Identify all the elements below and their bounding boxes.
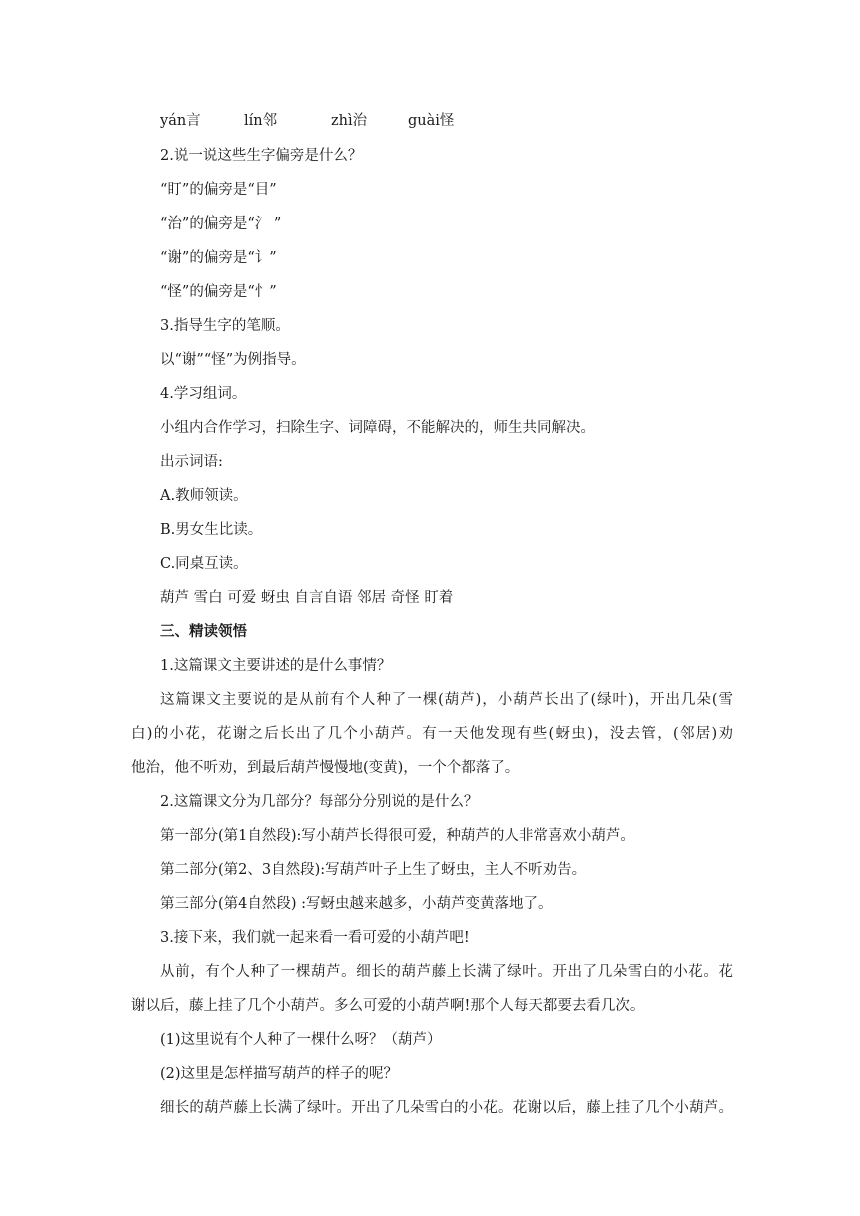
passage-line-1: 从前，有个人种了一棵葫芦。细长的葫芦藤上长满了绿叶。开出了几朵雪白的小花。花	[160, 964, 733, 980]
question-main-idea: 1.这篇课文主要讲述的是什么事情？	[160, 658, 392, 674]
part-two: 第二部分(第2、3自然段):写葫芦叶子上生了蚜虫，主人不听劝告。	[160, 862, 587, 878]
part-three: 第三部分(第4自然段) :写蚜虫越来越多，小葫芦变黄落地了。	[160, 896, 553, 912]
summary-line-1: 这篇课文主要说的是从前有个人种了一棵(葫芦)，小葫芦长出了(绿叶)，开出几朵(雪	[160, 692, 733, 708]
word-study-heading: 4.学习组词。	[160, 386, 247, 402]
summary-line-3: 他治，他不听劝，到最后葫芦慢慢地(变黄)，一个个都落了。	[131, 760, 520, 776]
part-one: 第一部分(第1自然段):写小葫芦长得很可爱，种葫芦的人非常喜欢小葫芦。	[160, 828, 635, 844]
transition-text: 3.接下来，我们就一起来看一看可爱的小葫芦吧!	[160, 930, 470, 946]
section-heading-close-reading: 三、精读领悟	[160, 623, 247, 640]
pinyin-guai: guài怪	[408, 113, 455, 129]
radical-ding: “盯”的偏旁是“目”	[160, 182, 277, 198]
sub-question-1: (1)这里说有个人种了一棵什么呀？（葫芦）	[160, 1032, 442, 1048]
word-list: 葫芦 雪白 可爱 蚜虫 自言自语 邻居 奇怪 盯着	[160, 590, 454, 606]
passage-line-2: 谢以后，藤上挂了几个小葫芦。多么可爱的小葫芦啊!那个人每天都要去看几次。	[131, 998, 645, 1014]
stroke-order-heading: 3.指导生字的笔顺。	[160, 318, 290, 334]
question-radicals: 2.说一说这些生字偏旁是什么？	[160, 148, 363, 164]
pinyin-zhi: zhì治	[331, 113, 368, 129]
description-quote: 细长的葫芦藤上长满了绿叶。开出了几朵雪白的小花。花谢以后，藤上挂了几个小葫芦。	[160, 1100, 733, 1116]
step-a: A.教师领读。	[160, 488, 248, 504]
group-study-text: 小组内合作学习，扫除生字、词障碍，不能解决的，师生共同解决。	[160, 420, 595, 436]
show-words-label: 出示词语:	[160, 454, 223, 470]
stroke-order-example: 以“谢”“怪”为例指导。	[160, 352, 306, 368]
radical-guai: “怪”的偏旁是“忄”	[160, 284, 277, 300]
step-c: C.同桌互读。	[160, 556, 248, 572]
radical-zhi: “治”的偏旁是“氵 ”	[160, 216, 282, 232]
step-b: B.男女生比读。	[160, 522, 263, 538]
question-parts: 2.这篇课文分为几部分？每部分分别说的是什么？	[160, 794, 479, 810]
sub-question-2: (2)这里是怎样描写葫芦的样子的呢？	[160, 1066, 399, 1082]
radical-xie: “谢”的偏旁是“讠”	[160, 250, 277, 266]
pinyin-yan: yán言	[160, 113, 201, 129]
summary-line-2: 白)的小花，花谢之后长出了几个小葫芦。有一天他发现有些(蚜虫)，没去管，(邻居)劝	[131, 726, 733, 742]
pinyin-lin: lín邻	[244, 113, 278, 129]
